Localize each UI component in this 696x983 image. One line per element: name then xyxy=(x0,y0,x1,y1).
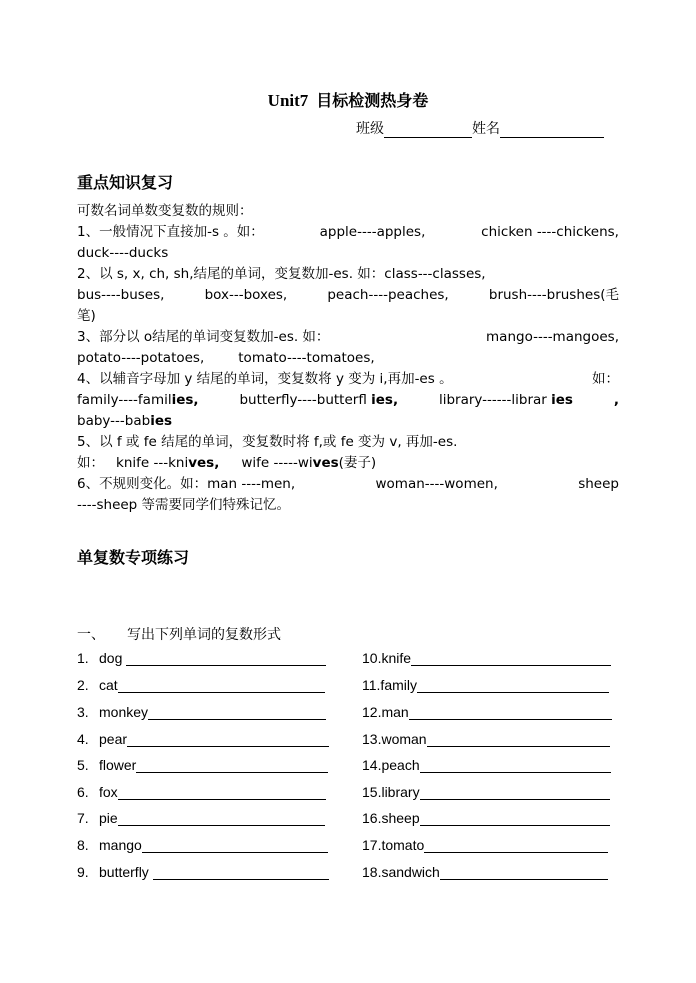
question-13: 13.woman xyxy=(362,731,610,747)
answer-line[interactable] xyxy=(427,732,610,747)
review-heading: 重点知识复习 xyxy=(77,173,174,192)
question-7: 7. pie xyxy=(77,810,325,826)
answer-line[interactable] xyxy=(127,732,329,747)
rule-6-line-1: 6、不规则变化。如：man ----men, woman----women, sheep xyxy=(77,476,619,492)
page-title xyxy=(0,88,696,111)
answer-line[interactable] xyxy=(424,838,608,853)
rule-2-line-3: 笔) xyxy=(77,308,96,324)
answer-line[interactable] xyxy=(148,705,326,720)
rule-4-line-3: baby---babies xyxy=(77,413,173,429)
question-15: 15.library xyxy=(362,784,610,800)
rule-4-line-1: 4、以辅音字母加 y 结尾的单词，变复数将 y 变为 i,再加-es 。 如： xyxy=(77,371,619,387)
question-5: 5. flower xyxy=(77,757,328,773)
answer-line[interactable] xyxy=(118,678,325,693)
question-16: 16.sheep xyxy=(362,810,610,826)
answer-line[interactable] xyxy=(118,785,326,800)
question-12: 12.man xyxy=(362,704,612,720)
question-18: 18.sandwich xyxy=(362,864,608,880)
question-3: 3. monkey xyxy=(77,704,326,720)
rule-4-line-2: family----families, butterfly----butterfl ies, library------librar ies , xyxy=(77,392,619,408)
class-label: 班级 xyxy=(356,121,384,137)
answer-line[interactable] xyxy=(420,758,611,773)
answer-line[interactable] xyxy=(153,865,329,880)
student-info-row xyxy=(356,118,604,138)
answer-line[interactable] xyxy=(142,838,328,853)
answer-line[interactable] xyxy=(409,705,612,720)
question-14: 14.peach xyxy=(362,757,611,773)
question-8: 8. mango xyxy=(77,837,328,853)
section-instruction: 一、 写出下列单词的复数形式 xyxy=(77,627,281,643)
answer-line[interactable] xyxy=(411,651,611,666)
answer-line[interactable] xyxy=(118,811,325,826)
title-text: 目标检测热身卷 xyxy=(316,91,429,110)
question-2: 2. cat xyxy=(77,677,325,693)
practice-heading: 单复数专项练习 xyxy=(77,548,190,567)
rule-5-line-1: 5、以 f 或 fe 结尾的单词，变复数时将 f,或 fe 变为 v, 再加-es. xyxy=(77,434,458,450)
question-17: 17.tomato xyxy=(362,837,608,853)
rule-2-line-2: bus----buses, box---boxes, peach----peaches, brush----brushes(毛 xyxy=(77,287,619,303)
answer-line[interactable] xyxy=(420,811,610,826)
question-6: 6. fox xyxy=(77,784,326,800)
rule-3-line-2: potato----potatoes, tomato----tomatoes, xyxy=(77,350,375,366)
rule-6-line-2: ----sheep 等需要同学们特殊记忆。 xyxy=(77,497,291,513)
rule-2-line-1: 2、以 s, x, ch, sh,结尾的单词，变复数加-es. 如：class---classes, xyxy=(77,266,486,282)
rule-1-line-2: duck----ducks xyxy=(77,245,169,261)
review-intro: 可数名词单数变复数的规则： xyxy=(77,203,253,219)
rule-5-line-2: 如： knife ---knives, wife -----wives(妻子) xyxy=(77,455,377,471)
question-4: 4. pear xyxy=(77,731,329,747)
name-label: 姓名 xyxy=(472,121,500,137)
rule-1-line-1: 1、一般情况下直接加-s 。如： apple----apples, chicken ----chickens, xyxy=(77,224,619,240)
answer-line[interactable] xyxy=(126,651,326,666)
question-11: 11.family xyxy=(362,677,609,693)
answer-line[interactable] xyxy=(136,758,328,773)
class-input-line[interactable] xyxy=(384,123,472,138)
question-10: 10.knife xyxy=(362,650,611,666)
answer-line[interactable] xyxy=(420,785,610,800)
rule-3-line-1: 3、部分以 o结尾的单词变复数加-es. 如： mango----mangoes, xyxy=(77,329,619,345)
title-unit: Unit7 xyxy=(267,91,309,110)
question-1: 1. dog xyxy=(77,650,326,666)
answer-line[interactable] xyxy=(417,678,609,693)
name-input-line[interactable] xyxy=(500,123,604,138)
answer-line[interactable] xyxy=(440,865,608,880)
question-9: 9. butterfly xyxy=(77,864,329,880)
